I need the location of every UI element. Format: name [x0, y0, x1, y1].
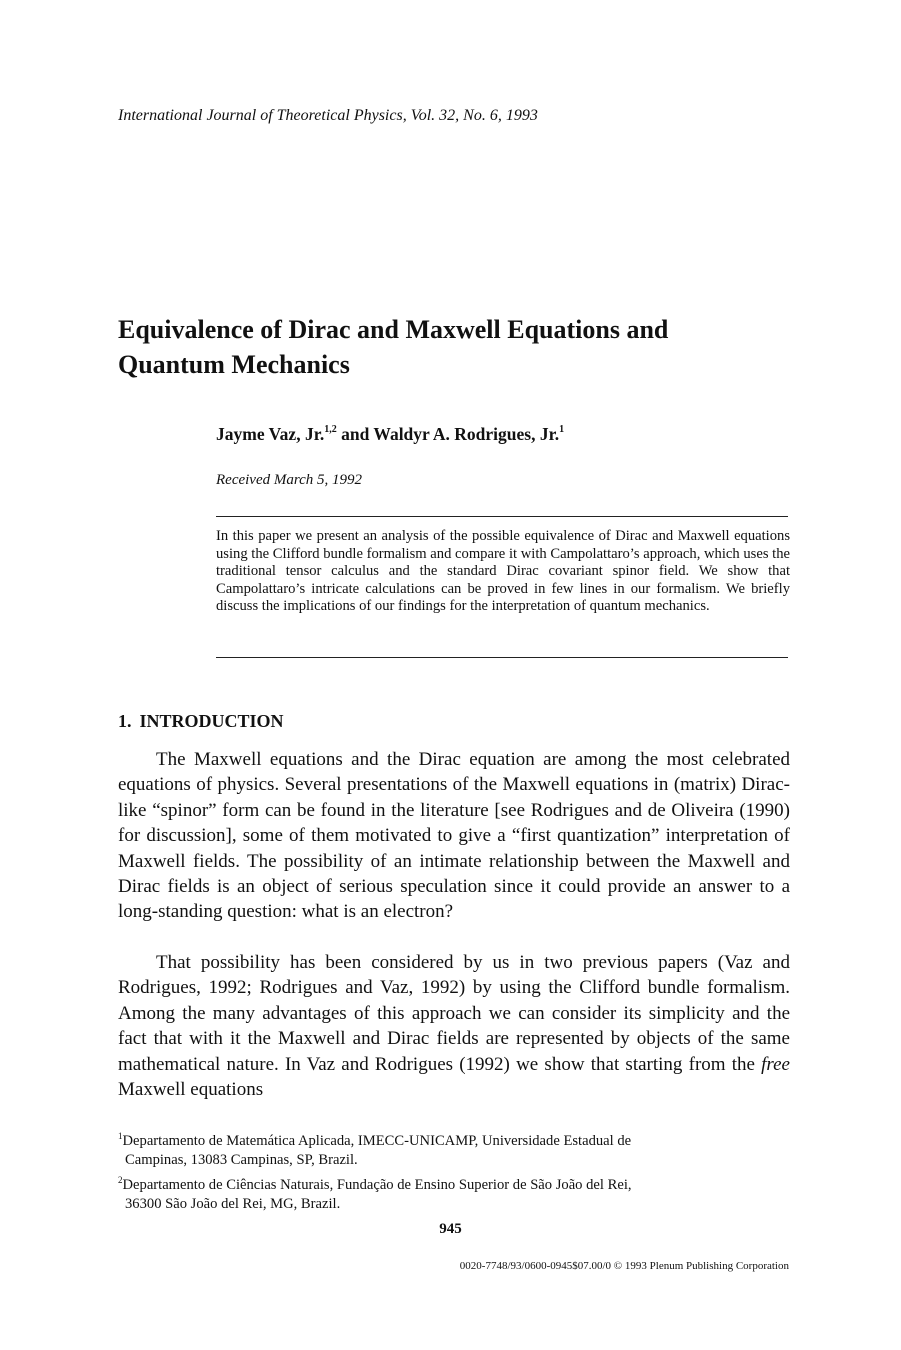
copyright-line: 0020-7748/93/0600-0945$07.00/0 © 1993 Plenum Publishing Corporation — [459, 1260, 789, 1272]
footnote-1-mark: 1 — [118, 1131, 123, 1141]
author-list — [216, 424, 564, 445]
body-paragraph-2 — [118, 950, 790, 1102]
footnote-2-line-2: 36300 São João del Rei, MG, Brazil. — [125, 1195, 341, 1212]
received-date: Received March 5, 1992 — [216, 472, 363, 488]
footnote-2-line-1: Departamento de Ciências Naturais, Fundação de Ensino Superior de São João del Rei, — [122, 1177, 632, 1193]
paragraph-text-a: That possibility has been considered by us in two previous papers (Vaz and Rodrigues, 1992; Rodrigues and Vaz, 1992) by using the Clifford bundle formalism. Among the many advantages of this approach we can consider its simplicity and the fact that with it the Maxwell and Dirac fields are represented by objects of the same mathematical nature. In Vaz and Rodrigues (1992) we show that starting from the — [118, 952, 790, 1075]
paragraph-text-b: Maxwell equations — [118, 1079, 264, 1101]
section-number: 1. — [118, 711, 132, 731]
paragraph-text — [118, 950, 790, 1102]
footnote-2-mark: 2 — [118, 1175, 123, 1185]
author-2-affiliation-mark: 1 — [559, 424, 565, 435]
journal-header: International Journal of Theoretical Physics, Vol. 32, No. 6, 1993 — [118, 107, 538, 124]
footnote-2 — [118, 1171, 790, 1213]
abstract-bottom-rule — [216, 657, 788, 658]
author-conjunction: and — [336, 424, 374, 444]
section-title: INTRODUCTION — [139, 711, 284, 731]
footnote-1-line-1: Departamento de Matemática Aplicada, IMECC-UNICAMP, Universidade Estadual de — [122, 1133, 632, 1149]
abstract-top-rule — [216, 516, 788, 517]
body-paragraph-1 — [118, 747, 790, 925]
paragraph-text: The Maxwell equations and the Dirac equation are among the most celebrated equations of physics. Several presentations of the Maxwell equations in (matrix) Dirac-like “spinor” form can be found in the literature [see Rodrigues and de Oliveira (1990) for discussion], some of them motivated to give a “first quantization” interpretation of Maxwell fields. The possibility of an intimate relationship between the Maxwell and Dirac fields is an object of serious speculation since it could provide an answer to a long-standing question: what is an electron? — [118, 749, 790, 923]
author-2-name: Waldyr A. Rodrigues, Jr. — [373, 424, 560, 444]
author-1-name: Jayme Vaz, Jr. — [216, 424, 325, 444]
title-line-1: Equivalence of Dirac and Maxwell Equations and — [118, 315, 669, 344]
footnote-1 — [118, 1127, 790, 1169]
abstract: In this paper we present an analysis of the possible equivalence of Dirac and Maxwell equations using the Clifford bundle formalism and compare it with Campolattaro’s approach, which uses the traditional tensor calculus and the standard Dirac covariant spinor field. We show that Campolattaro’s intricate calculations can be proved in few lines in our formalism. We briefly discuss the implications of our findings for the interpretation of quantum mechanics. — [216, 528, 790, 615]
author-1-affiliation-mark: 1,2 — [324, 424, 337, 435]
footnote-1-line-2: Campinas, 13083 Campinas, SP, Brazil. — [125, 1151, 358, 1168]
section-heading — [118, 711, 284, 732]
paper-title — [118, 312, 818, 382]
title-line-2: Quantum Mechanics — [118, 350, 350, 379]
emphasis-free: free — [761, 1053, 790, 1075]
page-number: 945 — [439, 1221, 462, 1237]
